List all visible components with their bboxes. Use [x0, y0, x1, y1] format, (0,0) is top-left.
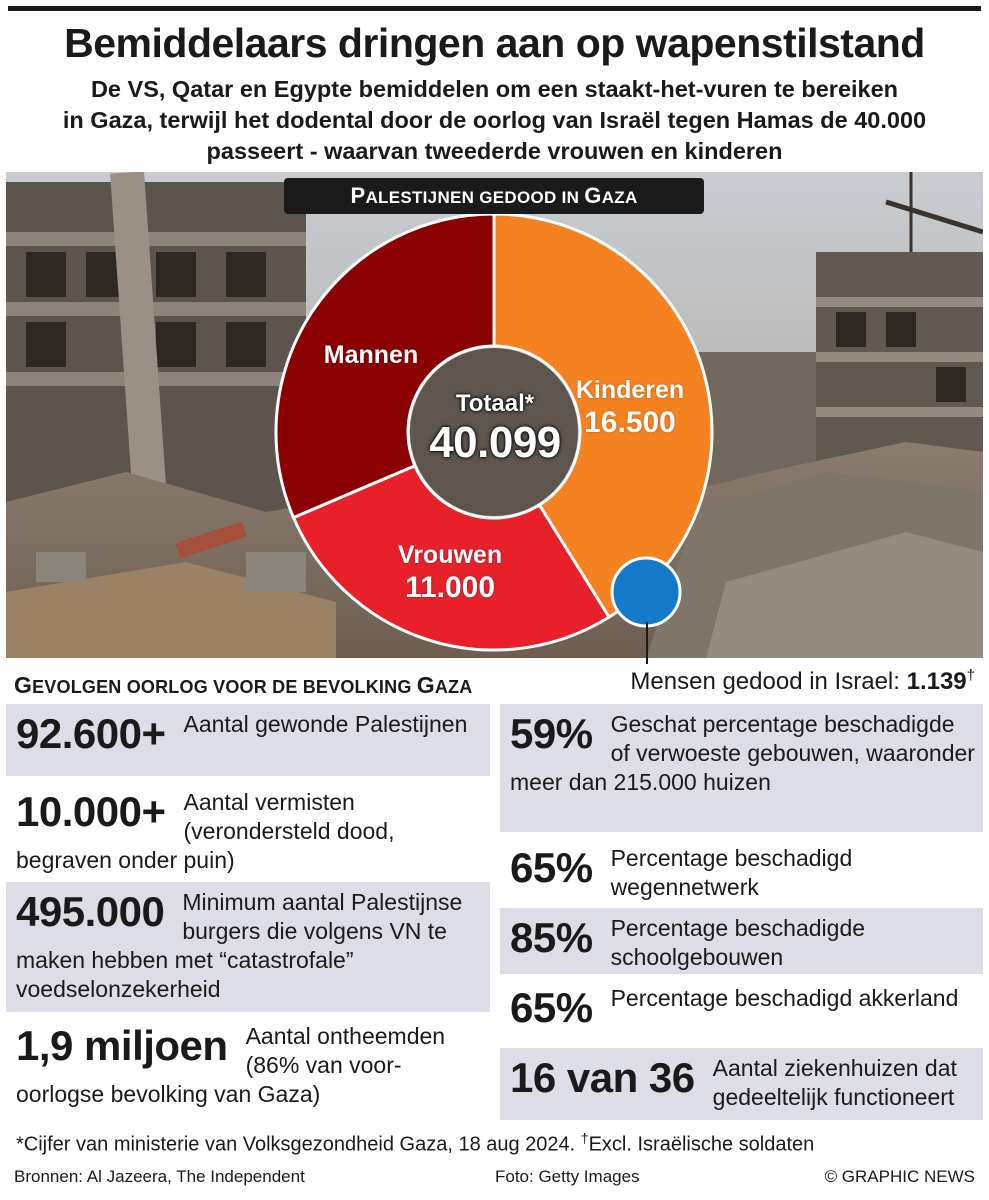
- israel-deaths-value: 1.139: [906, 668, 967, 695]
- stat-text: Aantal vermisten (verondersteld dood, begraven onder puin): [16, 789, 395, 873]
- copyright: © GRAPHIC NEWS: [824, 1167, 975, 1186]
- section-heading-initial-1: G: [14, 672, 33, 698]
- section-heading-initial-2: G: [416, 672, 435, 698]
- footnote: [16, 1130, 814, 1157]
- sources: Bronnen: Al Jazeera, The Independent: [14, 1167, 305, 1186]
- photo-credit: Foto: Getty Images: [495, 1167, 640, 1186]
- stat-big: 92.600+: [16, 710, 166, 757]
- stat-big: 65%: [510, 844, 593, 891]
- footnote-part-2: Excl. Israëlische soldaten: [588, 1133, 815, 1156]
- israel-deaths-mark: †: [966, 667, 975, 684]
- stat-hospitals: [500, 1048, 983, 1120]
- stat-food-insecurity: [6, 882, 490, 1012]
- stat-big: 1,9 miljoen: [16, 1022, 228, 1069]
- stat-text: Aantal gewonde Palestijnen: [183, 711, 468, 737]
- total-caption: Totaal*: [455, 390, 535, 417]
- israel-deaths-label: Mensen gedood in Israel:: [630, 668, 907, 695]
- stat-wounded: [6, 704, 490, 776]
- stat-schools: [500, 908, 983, 974]
- stat-big: 10.000+: [16, 788, 166, 835]
- israel-deaths: [630, 667, 975, 696]
- stat-text: Percentage beschadigd akkerland: [610, 985, 959, 1011]
- chart-title-initial-1: P: [350, 183, 366, 208]
- page-title: Bemiddelaars dringen aan op wapenstilstand: [64, 20, 925, 66]
- stat-big: 85%: [510, 914, 593, 961]
- slice-name-mannen: Mannen: [323, 341, 419, 369]
- stat-farmland: [500, 978, 983, 1044]
- footnote-part-1: *Cijfer van ministerie van Volksgezondheid Gaza, 18 aug 2024.: [16, 1133, 581, 1156]
- slice-name-vrouwen: Vrouwen: [397, 541, 503, 569]
- israel-marker-dot: [612, 558, 680, 626]
- slice-value-vrouwen: 11.000: [404, 571, 496, 604]
- chart-title: [284, 178, 704, 214]
- slice-label-vrouwen: [375, 540, 525, 606]
- chart-title-rest-1: ALESTIJNEN GEDOOD IN: [365, 188, 585, 207]
- stat-text: Aantal ontheemden (86% van voor-oorlogse bevolking van Gaza): [16, 1023, 446, 1107]
- subtitle-line-3: passeert - waarvan tweederde vrouwen en kinderen: [206, 138, 783, 164]
- stat-big: 495.000: [16, 888, 165, 935]
- stat-big: 59%: [510, 710, 593, 757]
- slice-value-kinderen: 16.500: [584, 406, 676, 439]
- footnote-mark: †: [580, 1130, 589, 1146]
- stat-displaced: [6, 1016, 490, 1120]
- slice-label-mannen: [296, 340, 446, 370]
- stat-roads: [500, 838, 983, 904]
- section-heading-rest-2: AZA: [434, 677, 473, 697]
- israel-marker-line: [646, 622, 648, 664]
- slice-name-kinderen: Kinderen: [575, 376, 685, 404]
- stat-missing: [6, 782, 490, 878]
- stat-text: Aantal ziekenhuizen dat gedeeltelijk functioneert: [712, 1055, 957, 1110]
- stat-big: 65%: [510, 984, 593, 1031]
- stat-text: Geschat percentage beschadigde of verwoeste gebouwen, waaronder meer dan 215.000 huizen: [510, 711, 975, 795]
- subtitle-line-2: in Gaza, terwijl het dodental door de oorlog van Israël tegen Hamas de 40.000: [62, 107, 927, 133]
- subtitle-line-1: De VS, Qatar en Egypte bemiddelen om een staakt-het-vuren te bereiken: [90, 76, 899, 102]
- total-value: 40.099: [429, 418, 561, 467]
- chart-title-initial-2: G: [584, 183, 602, 208]
- total-label: [410, 390, 580, 468]
- section-heading-rest-1: EVOLGEN OORLOG VOOR DE BEVOLKING: [32, 677, 417, 697]
- stat-big: 16 van 36: [510, 1054, 695, 1101]
- stat-text: Minimum aantal Palestijnse burgers die volgens VN te maken hebben met “catastrofale” voedselonzekerheid: [16, 889, 463, 1002]
- stat-text: Percentage beschadigd wegennetwerk: [610, 845, 853, 900]
- stat-text: Percentage beschadigde schoolgebouwen: [610, 915, 866, 970]
- section-heading: [14, 672, 472, 699]
- stat-buildings: [500, 704, 983, 832]
- chart-title-rest-2: AZA: [601, 188, 638, 207]
